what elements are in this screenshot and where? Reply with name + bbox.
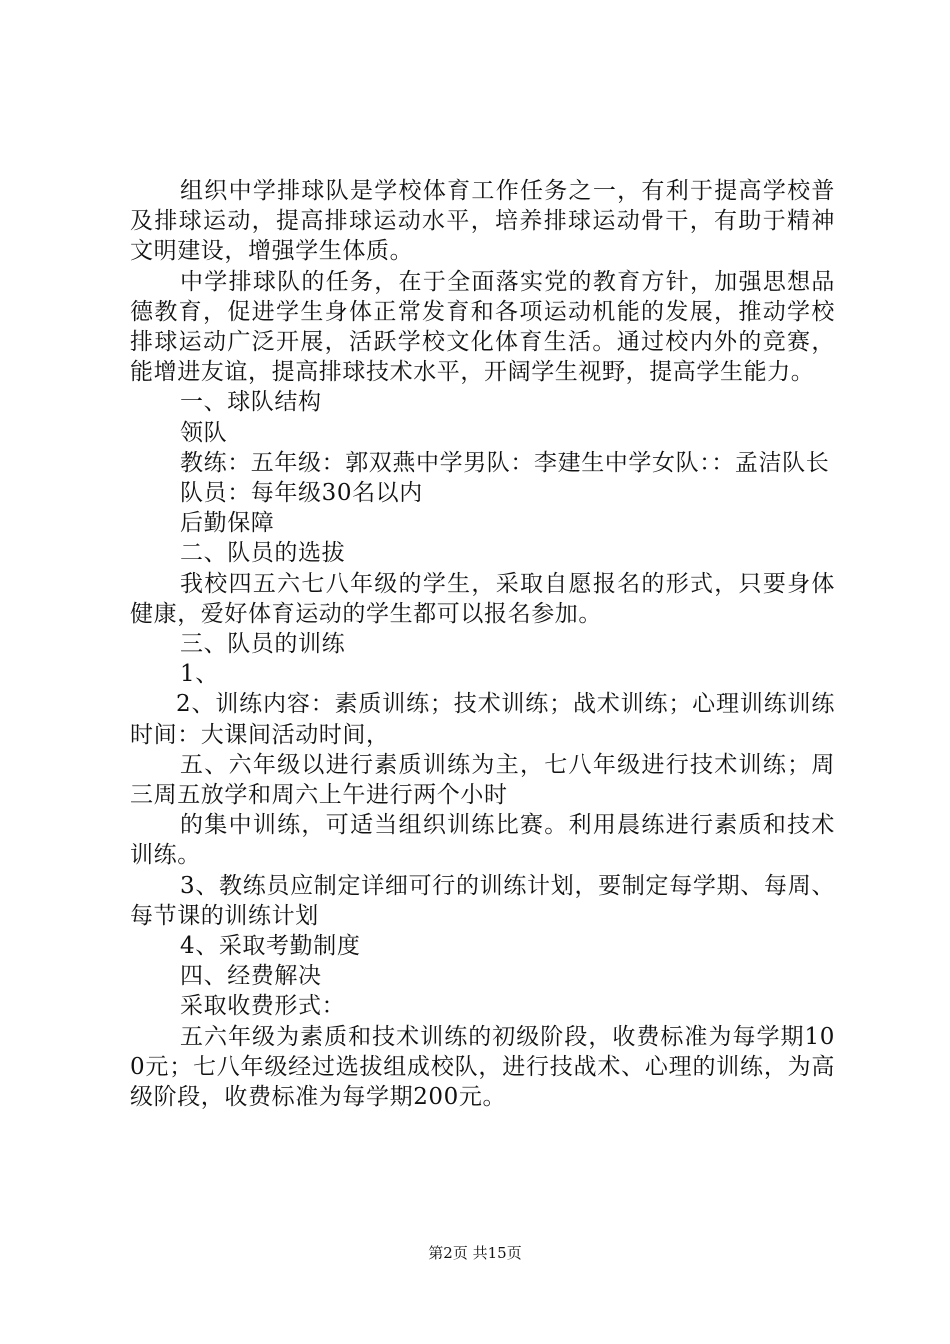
item-members: 队员：每年级30名以内 <box>180 480 423 507</box>
item-training-4: 4、采取考勤制度 <box>180 933 361 960</box>
heading-member-selection: 二、队员的选拔 <box>180 540 346 567</box>
paragraph-fee-standard: 五六年级为素质和技术训练的初级阶段，收费标准为每学期100元；七八年级经过选拔组成校队，进行技战术、心理的训练，为高级阶段，收费标准为每学期200元。 <box>130 1023 835 1111</box>
item-logistics: 后勤保障 <box>180 510 275 537</box>
heading-member-training: 三、队员的训练 <box>180 631 346 658</box>
item-coaches: 教练：五年级：郭双燕中学男队：李建生中学女队：：孟洁队长 <box>180 449 830 476</box>
paragraph-intro: 组织中学排球队是学校体育工作任务之一，有利于提高学校普及排球运动，提高排球运动水平，培养排球运动骨干，有助于精神文明建设，增强学生体质。 <box>130 178 835 265</box>
document-body <box>130 176 835 1112</box>
item-training-1: 1、 <box>180 661 219 688</box>
item-training-2: 2、训练内容：素质训练；技术训练；战术训练；心理训练训练时间：大课间活动时间， <box>130 691 835 748</box>
item-training-3: 3、教练员应制定详细可行的训练计划，要制定每学期、每周、每节课的训练计划 <box>130 872 835 929</box>
page-number-footer: 第2页 共15页 <box>428 1244 522 1262</box>
item-team-leader: 领队 <box>180 419 228 446</box>
item-fee-form: 采取收费形式： <box>180 993 346 1020</box>
heading-funding: 四、经费解决 <box>180 963 322 990</box>
paragraph-training-focus: 的集中训练，可适当组织训练比赛。利用晨练进行素质和技术训练。 <box>130 812 835 869</box>
paragraph-selection: 我校四五六七八年级的学生，采取自愿报名的形式，只要身体健康，爱好体育运动的学生都可以报名参加。 <box>130 570 835 627</box>
paragraph-training-schedule: 五、六年级以进行素质训练为主，七八年级进行技术训练；周三周五放学和周六上午进行两个小时 <box>130 751 835 809</box>
paragraph-team-task: 中学排球队的任务，在于全面落实党的教育方针，加强思想品德教育，促进学生身体正常发育和各项运动机能的发展，推动学校排球运动广泛开展，活跃学校文化体育生活。通过校内外的竞赛，能增进友谊，提高排球技术水平，开阔学生视野，提高学生能力。 <box>130 268 835 386</box>
heading-team-structure: 一、球队结构 <box>180 389 322 416</box>
